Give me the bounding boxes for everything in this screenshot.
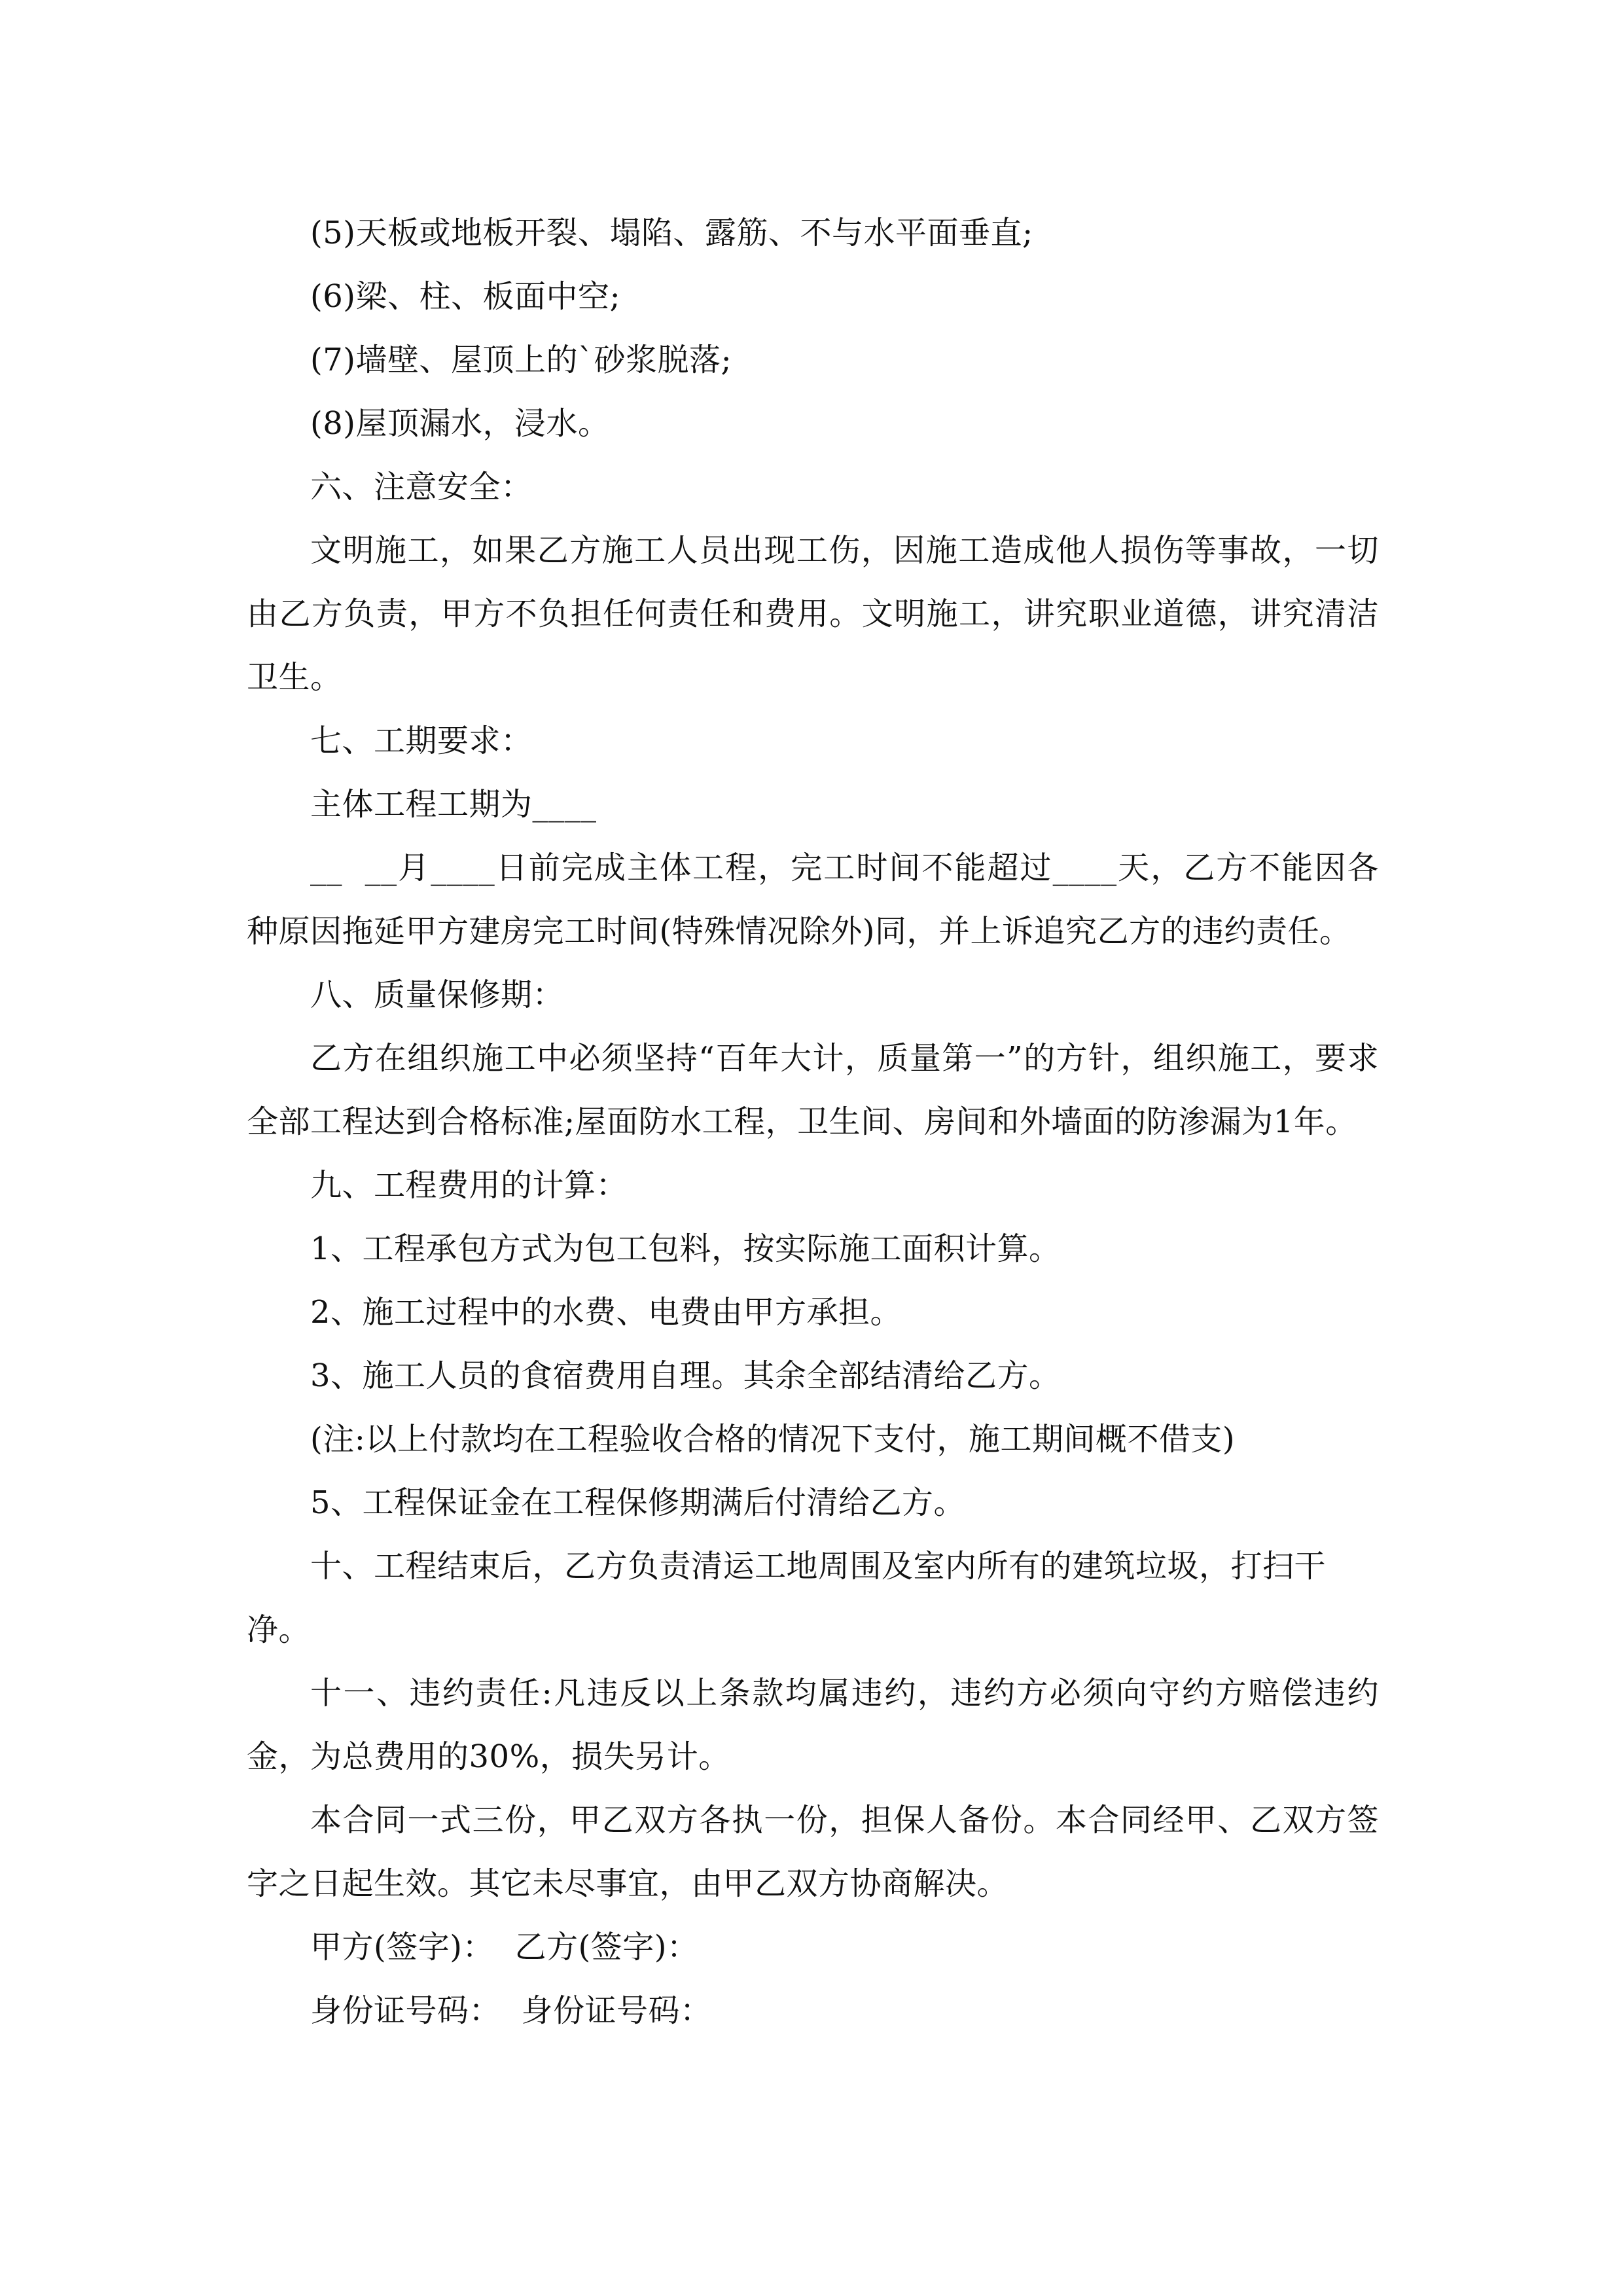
cost-item-1: 1、工程承包方式为包工包料，按实际施工面积计算。 bbox=[310, 1230, 1061, 1267]
warranty-paragraph: 乙方在组织施工中必须坚持“百年大计，质量第一”的方针，组织施工，要求全部工程达到合格标准;屋面防水工程，卫生间、房间和外墙面的防渗漏为1年。 bbox=[247, 1040, 1379, 1140]
section-heading-safety: 六、注意安全： bbox=[310, 469, 533, 505]
section-breach-liability: 十一、违约责任:凡违反以上条款均属违约，违约方必须向守约方赔偿违约金，为总费用的30%，损失另计。 bbox=[247, 1675, 1379, 1775]
list-item-5: (5)天板或地板开裂、塌陷、露筋、不与水平面垂直; bbox=[310, 215, 1033, 251]
closing-paragraph: 本合同一式三份，甲乙双方各执一份，担保人备份。本合同经甲、乙双方签字之日起生效。其它未尽事宜，由甲乙双方协商解决。 bbox=[247, 1802, 1379, 1902]
section-heading-schedule: 七、工期要求： bbox=[310, 723, 533, 759]
document-body bbox=[247, 202, 1379, 2043]
schedule-duration-line: 主体工程工期为____ bbox=[310, 786, 597, 823]
signature-line: 甲方(签字)： 乙方(签字)： bbox=[310, 1929, 699, 1965]
section-heading-warranty: 八、质量保修期： bbox=[310, 977, 565, 1013]
list-item-8: (8)屋顶漏水，浸水。 bbox=[310, 405, 610, 442]
schedule-deadline-paragraph: __ __月____日前完成主体工程，完工时间不能超过____天，乙方不能因各种原因拖延甲方建房完工时间(特殊情况除外)同，并上诉追究乙方的违约责任。 bbox=[247, 850, 1379, 950]
list-item-7: (7)墙壁、屋顶上的`砂浆脱落; bbox=[310, 342, 732, 378]
section-heading-cost: 九、工程费用的计算： bbox=[310, 1167, 628, 1204]
cost-payment-note: (注:以上付款均在工程验收合格的情况下支付，施工期间概不借支) bbox=[310, 1421, 1236, 1458]
list-item-6: (6)梁、柱、板面中空; bbox=[310, 278, 621, 315]
cost-item-2: 2、施工过程中的水费、电费由甲方承担。 bbox=[310, 1294, 902, 1331]
cost-item-5: 5、工程保证金在工程保修期满后付清给乙方。 bbox=[310, 1484, 966, 1521]
cost-item-3: 3、施工人员的食宿费用自理。其余全部结清给乙方。 bbox=[310, 1357, 1061, 1394]
id-number-line: 身份证号码： 身份证号码： bbox=[310, 1992, 712, 2029]
safety-paragraph: 文明施工，如果乙方施工人员出现工伤，因施工造成他人损伤等事故，一切由乙方负责，甲方不负担任何责任和费用。文明施工，讲究职业道德，讲究清洁卫生。 bbox=[247, 532, 1379, 696]
section-heading-completion: 十、工程结束后，乙方负责清运工地周围及室内所有的建筑垃圾，打扫干净。 bbox=[247, 1548, 1327, 1648]
